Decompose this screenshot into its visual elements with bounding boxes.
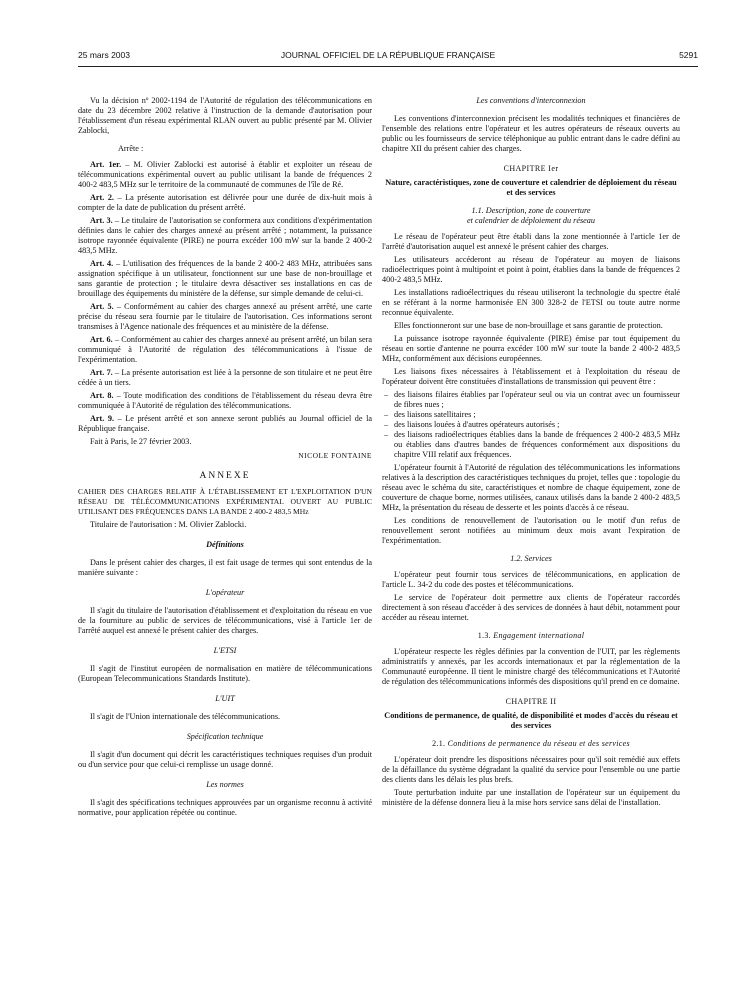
paragraph: L'opérateur respecte les règles définies par la convention de l'UIT, par les règlements administratifs y annexés, par les accords internationaux et par la réglementation de la Communauté européenne. Il tient le ministre chargé des télécommunications et l'Autorité de régulation des télécommunications informés des dispositions qu'il prend en ce domaine. xyxy=(382,647,680,686)
definition-text: Il s'agit de l'institut européen de normalisation en matière de télécommunications (European Telecommunications Standards Institute). xyxy=(78,664,372,683)
article-text: – Le titulaire de l'autorisation se conformera aux conditions d'expérimentation définies dans le cahier des charges annexé au présent arrêté ; notamment, la puissance isotrope rayonnée équivalente (PIRE) ne pourra excéder 100 mW sur la bande 2 400-2 483,5 MHz. xyxy=(78,216,372,255)
annexe-heading: ANNEXE xyxy=(199,471,251,481)
article-text: – Toute modification des conditions de l'établissement du réseau devra être communiquée à l'Autorité de régulation des télécommunications. xyxy=(78,391,372,410)
list-item: – des liaisons louées à d'autres opérateurs autorisés ; xyxy=(382,420,680,430)
article-5 xyxy=(78,302,372,332)
definition-text: Il s'agit d'un document qui décrit les caractéristiques techniques requises d'un produit ou d'un service pour que celui-ci remplisse un usage donné. xyxy=(78,750,372,769)
article-1 xyxy=(78,160,372,190)
definition-term: Spécification technique xyxy=(186,732,264,741)
list-item: – des liaisons radioélectriques établies dans la bande de fréquences 2 400-2 483,5 MHz ou établies dans d'autres bandes de fréquences conformément aux dispositions du chapitre VIII relatif aux fréquences. xyxy=(382,430,680,460)
paragraph: Les conditions de renouvellement de l'autorisation ou le motif d'un refus de renouvellement seront notifiées au minimum deux mois avant l'expiration de l'expérimentation. xyxy=(382,516,680,545)
article-text: – Le présent arrêté et son annexe seront publiés au Journal officiel de la République française. xyxy=(78,414,372,433)
definitions-intro: Dans le présent cahier des charges, il est fait usage de termes qui sont entendus de la manière suivante : xyxy=(78,558,372,577)
definition-term: L'opérateur xyxy=(205,588,245,597)
section-1-2-heading: 1.2. Services xyxy=(510,554,552,563)
paragraph: Les liaisons fixes nécessaires à l'établissement et à l'exploitation du réseau de l'opérateur doivent être constituées d'installations de transmission qui peuvent être : xyxy=(382,367,680,386)
chapter-1-title: Nature, caractéristiques, zone de couverture et calendrier de déploiement du réseau et des services xyxy=(385,178,677,197)
paragraph: Le réseau de l'opérateur peut être établi dans la zone mentionnée à l'article 1er de l'arrêté d'autorisation auquel est annexé le présent cahier des charges. xyxy=(382,232,680,251)
article-6 xyxy=(78,335,372,365)
header-rule xyxy=(78,66,698,67)
paragraph: Les installations radioélectriques du réseau utiliseront la technologie du spectre étalé en se référant à la norme harmonisée EN 300 328-2 de l'ETSI ou toute autre norme reconnue équivalente. xyxy=(382,288,680,317)
section-2-1-heading xyxy=(382,739,680,749)
page-header xyxy=(78,50,698,64)
section-heading-line: 1.1. Description, zone de couverture xyxy=(471,206,591,215)
article-7 xyxy=(78,368,372,388)
article-text: – L'utilisation des fréquences de la bande 2 400-2 483 MHz, attribuées sans assignation spécifique à un utilisateur, fonctionnent sur une base de non-brouillage et sans garantie de protection ; le titulaire devra désactiver ses installations en cas de brouillage des équipements du ministère de la défense, sur simple demande de celui-ci. xyxy=(78,259,372,298)
article-number: Art. 5. xyxy=(90,302,114,311)
article-number: Art. 4. xyxy=(90,259,114,268)
article-9 xyxy=(78,414,372,434)
article-3 xyxy=(78,216,372,256)
chapter-1-label: CHAPITRE Ier xyxy=(503,164,559,173)
signature: NICOLE FONTAINE xyxy=(298,451,372,460)
article-number: Art. 6. xyxy=(90,335,113,344)
chapter-2-label: CHAPITRE II xyxy=(505,697,557,706)
titulaire: Titulaire de l'autorisation : M. Olivier Zablocki. xyxy=(90,520,247,529)
definition-text: Il s'agit de l'Union internationale des télécommunications. xyxy=(90,712,281,721)
article-number: Art. 1er. xyxy=(90,160,122,169)
section-heading-line: et calendrier de déploiement du réseau xyxy=(466,216,595,225)
conventions-heading: Les conventions d'interconnexion xyxy=(476,96,586,105)
paragraph: Le service de l'opérateur doit permettre aux clients de l'opérateur raccordés directement à son réseau d'accéder à des services de données à haut débit, notamment pour accéder au réseau internet. xyxy=(382,593,680,622)
section-number: 2.1. xyxy=(432,739,446,748)
article-text: – La présente autorisation est délivrée pour une durée de dix-huit mois à compter de la date de publication du présent arrêté. xyxy=(78,193,373,212)
article-number: Art. 7. xyxy=(90,368,113,377)
header-date: 25 mars 2003 xyxy=(78,50,130,60)
paragraph: L'opérateur peut fournir tous services de télécommunications, en application de l'article L. 34-2 du code des postes et télécommunications. xyxy=(382,570,680,589)
paragraph: L'opérateur fournit à l'Autorité de régulation des télécommunications les informations relatives à la description des caractéristiques techniques du projet, telles que : topologie du réseau avec le schéma du site, caractéristiques et nombre de chaque équipement, zone de couverture de chaque borne, normes utilisées, canaux utilisés dans la bande 2 400-2 483,5 MHz, la présentation du réseau de desserte et les points d'accès à ce réseau. xyxy=(382,463,680,512)
liaisons-list xyxy=(382,390,680,460)
section-title: Engagement international xyxy=(493,631,585,640)
conventions-text: Les conventions d'interconnexion précisent les modalités techniques et financières de l'ensemble des relations entre l'opérateur et les autres opérateurs de réseaux ouverts au public ou les fournisseurs de service téléphonique au public entrant dans le cadre défini au chapitre XII du présent cahier des charges. xyxy=(382,114,680,153)
list-item: – des liaisons satellitaires ; xyxy=(382,410,680,420)
definition-term: L'UIT xyxy=(215,694,235,703)
article-number: Art. 9. xyxy=(90,414,115,423)
right-column xyxy=(382,96,680,811)
section-1-1-heading xyxy=(382,206,680,226)
article-text: – Conformément au cahier des charges annexé au présent arrêté, une carte précise du réseau sera fournie par le titulaire de l'autorisation. Ces informations seront transmises à l'Agence nationale des fréquences et au ministère de la défense. xyxy=(78,302,372,331)
chapter-2-title: Conditions de permanence, de qualité, de disponibilité et modes d'accès du réseau et des services xyxy=(384,711,678,730)
article-text: – La présente autorisation est liée à la personne de son titulaire et ne peut être cédée à un tiers. xyxy=(78,368,372,387)
article-8 xyxy=(78,391,372,411)
section-1-3-heading xyxy=(382,631,680,641)
fait-a-paris: Fait à Paris, le 27 février 2003. xyxy=(90,437,192,446)
article-4 xyxy=(78,259,372,299)
cahier-title: CAHIER DES CHARGES RELATIF À L'ÉTABLISSEMENT ET L'EXPLOITATION D'UN RÉSEAU DE TÉLÉCOMMUNICATIONS EXPÉRIMENTAL OUVERT AU PUBLIC UTILISANT DES FRÉQUENCES DANS LA BANDE 2 400-2 483,5 MHz xyxy=(78,487,372,516)
arrete: Arrête : xyxy=(118,144,144,153)
paragraph: Toute perturbation induite par une installation de l'opérateur sur un équipement du ministère de la défense donnera lieu à la mise hors service sans délai de l'installation. xyxy=(382,788,680,807)
article-text: – Conformément au cahier des charges annexé au présent arrêté, un bilan sera communiqué à l'Autorité de régulation des télécommunications à l'issue de l'expérimentation. xyxy=(78,335,372,364)
definition-term: L'ETSI xyxy=(213,646,237,655)
vu-paragraph: Vu la décision nº 2002-1194 de l'Autorité de régulation des télécommunications en date du 23 décembre 2002 relative à l'instruction de la demande d'autorisation pour l'établissement d'un réseau expérimental RLAN ouvert au public présenté par M. Olivier Zablocki, xyxy=(78,96,372,135)
definition-term: Les normes xyxy=(206,780,244,789)
article-text: – M. Olivier Zablocki est autorisé à établir et exploiter un réseau de télécommunications expérimental ouvert au public utilisant la bande de fréquences 2 400-2 483,5 MHz sur le territoire de la communauté de communes de l'île de Ré. xyxy=(78,160,372,189)
paragraph: Elles fonctionneront sur une base de non-brouillage et sans garantie de protection. xyxy=(394,321,663,330)
paragraph: La puissance isotrope rayonnée équivalente (PIRE) émise par tout équipement du réseau en sortie d'antenne ne pourra excéder 100 mW sur toute la bande 2 400-2 483,5 MHz, conformément aux décisions européennes. xyxy=(382,334,680,363)
article-number: Art. 3. xyxy=(90,216,113,225)
article-2 xyxy=(78,193,372,213)
list-item: – des liaisons filaires établies par l'opérateur seul ou via un contrat avec un fournisseur de fibres nues ; xyxy=(382,390,680,410)
section-title: Conditions de permanence du réseau et des services xyxy=(447,739,630,748)
definition-text: Il s'agit du titulaire de l'autorisation d'établissement et d'exploitation du réseau en vue de la fourniture au public de services de télécommunications, visé à l'article 1er de l'arrêté auquel est annexé le présent cahier des charges. xyxy=(78,606,372,635)
definition-text: Il s'agit des spécifications techniques approuvées par un organisme reconnu à activité normative, pour application répétée ou continue. xyxy=(78,798,372,817)
article-number: Art. 2. xyxy=(90,193,114,202)
header-page-number: 5291 xyxy=(679,50,698,60)
left-column xyxy=(78,96,372,821)
paragraph: L'opérateur doit prendre les dispositions nécessaires pour qu'il soit remédié aux effets de la défaillance du système dégradant la qualité du service pour l'ensemble ou une partie des clients dans les délais les plus brefs. xyxy=(382,755,680,784)
section-number: 1.3. xyxy=(477,631,491,640)
paragraph: Les utilisateurs accéderont au réseau de l'opérateur au moyen de liaisons radioélectriques point à multipoint et point à point, établies dans la bande de fréquences 2 400-2 483,5 MHz. xyxy=(382,255,680,284)
article-number: Art. 8. xyxy=(90,391,114,400)
header-title: JOURNAL OFFICIEL DE LA RÉPUBLIQUE FRANÇAISE xyxy=(280,50,496,60)
definitions-heading: Définitions xyxy=(206,540,244,549)
